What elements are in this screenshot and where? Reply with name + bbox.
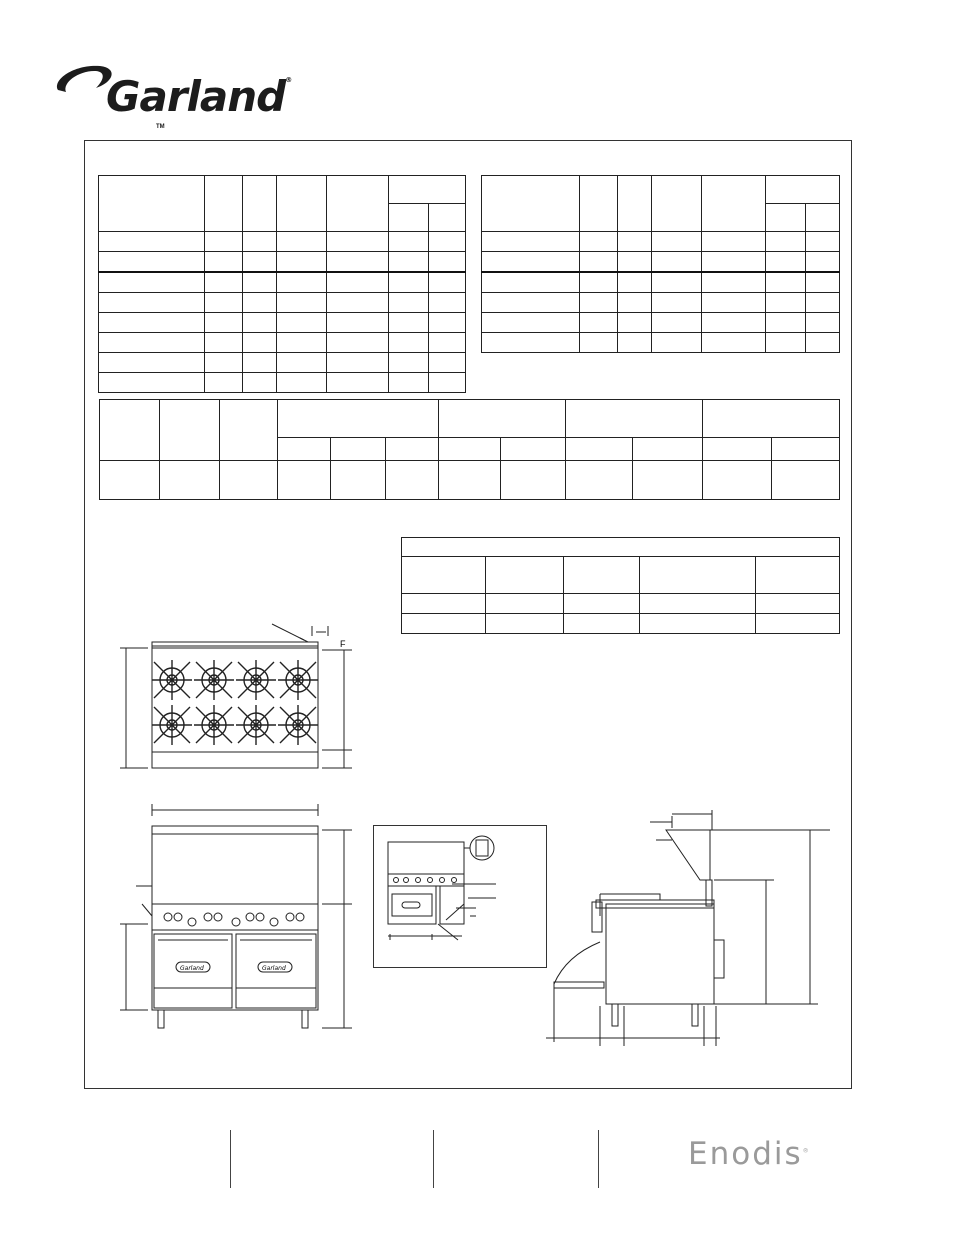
dimension-marker: F <box>340 639 346 649</box>
logo-wordmark: Garland® <box>106 72 292 121</box>
footer-divider-2 <box>433 1130 434 1188</box>
top-view-drawing <box>112 620 362 780</box>
spec-table-left <box>98 175 466 393</box>
footer-divider-1 <box>230 1130 231 1188</box>
burner-grates <box>152 660 318 745</box>
oven-door-logo-right: Garland <box>262 965 286 972</box>
front-view-drawing <box>112 800 362 1045</box>
logo-trademark: TM <box>156 124 165 130</box>
detail-view-drawing <box>378 828 544 964</box>
spec-table-wide <box>99 399 840 500</box>
oven-door-logo-left: Garland <box>180 965 204 972</box>
spec-table-right <box>481 175 840 353</box>
footer-divider-3 <box>598 1130 599 1188</box>
side-view-drawing <box>540 806 830 1048</box>
enodis-logo: Enodis® <box>688 1136 811 1172</box>
spec-table-clearance <box>401 537 840 634</box>
garland-logo <box>52 56 302 130</box>
